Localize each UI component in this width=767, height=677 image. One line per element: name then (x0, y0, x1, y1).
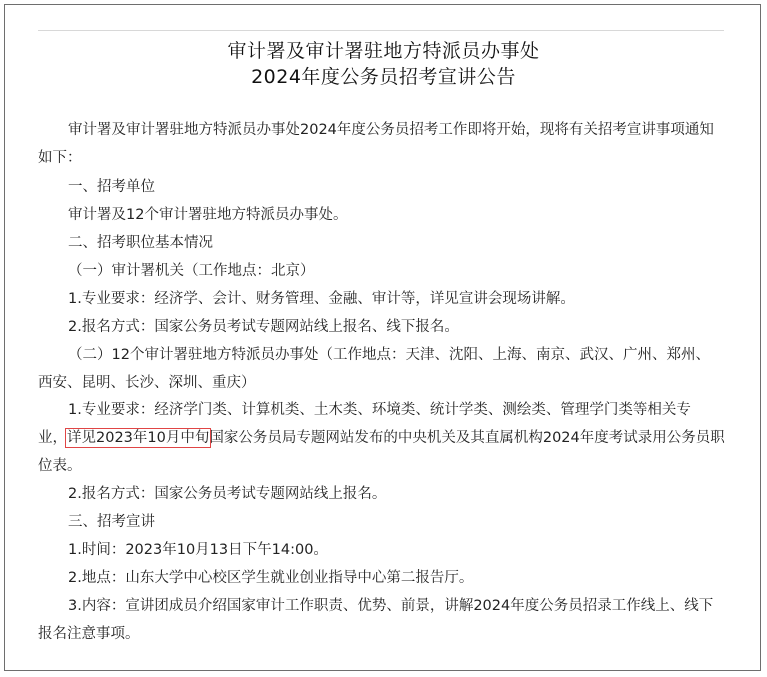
section3-item3-line2: 报名注意事项。 (38, 626, 140, 642)
section2-sub1-item2: 2.报名方式：国家公务员考试专题网站线上报名、线下报名。 (68, 319, 459, 335)
section3-heading: 三、招考宣讲 (68, 514, 155, 530)
section2-heading: 二、招考职位基本情况 (68, 235, 213, 251)
page-title: 审计署及审计署驻地方特派员办事处 (227, 40, 540, 62)
section2-sub1-heading: （一）审计署机关（工作地点：北京） (68, 263, 315, 279)
section2-sub2-item2: 2.报名方式：国家公务员考试专题网站线上报名。 (68, 486, 387, 502)
section2-sub2-heading-line2: 西安、昆明、长沙、深圳、重庆） (38, 375, 256, 391)
page-subtitle: 2024年度公务员招考宣讲公告 (251, 66, 516, 88)
section2-sub2-item1-line2 (38, 426, 725, 447)
section3-item2-location: 2.地点：山东大学中心校区学生就业创业指导中心第二报告厅。 (68, 570, 474, 586)
highlighted-date-phrase: 详见2023年10月中旬 (67, 430, 210, 446)
section1-text: 审计署及12个审计署驻地方特派员办事处。 (68, 207, 348, 223)
section2-sub2-item1-line3: 位表。 (38, 458, 82, 474)
section1-heading: 一、招考单位 (68, 179, 155, 195)
intro-paragraph-line2: 如下： (38, 150, 82, 166)
item1-line2-suffix: 国家公务员局专题网站发布的中央机关及其直属机构2024年度考试录用公务员职 (209, 430, 725, 446)
section3-item3-line1: 3.内容：宣讲团成员介绍国家审计工作职责、优势、前景，讲解2024年度公务员招录工作线上、线下 (68, 598, 714, 614)
top-divider (38, 30, 724, 31)
section2-sub1-item1: 1.专业要求：经济学、会计、财务管理、金融、审计等，详见宣讲会现场讲解。 (68, 291, 575, 307)
section2-sub2-heading-line1: （二）12个审计署驻地方特派员办事处（工作地点：天津、沈阳、上海、南京、武汉、广州、郑州、 (68, 347, 710, 363)
intro-paragraph-line1: 审计署及审计署驻地方特派员办事处2024年度公务员招考工作即将开始，现将有关招考宣讲事项通知 (68, 122, 714, 138)
item1-line2-prefix: 业， (38, 430, 67, 446)
section3-item1-time: 1.时间：2023年10月13日下午14:00。 (68, 542, 328, 558)
section2-sub2-item1-line1: 1.专业要求：经济学门类、计算机类、土木类、环境类、统计学类、测绘类、管理学门类等相关专 (68, 402, 691, 418)
